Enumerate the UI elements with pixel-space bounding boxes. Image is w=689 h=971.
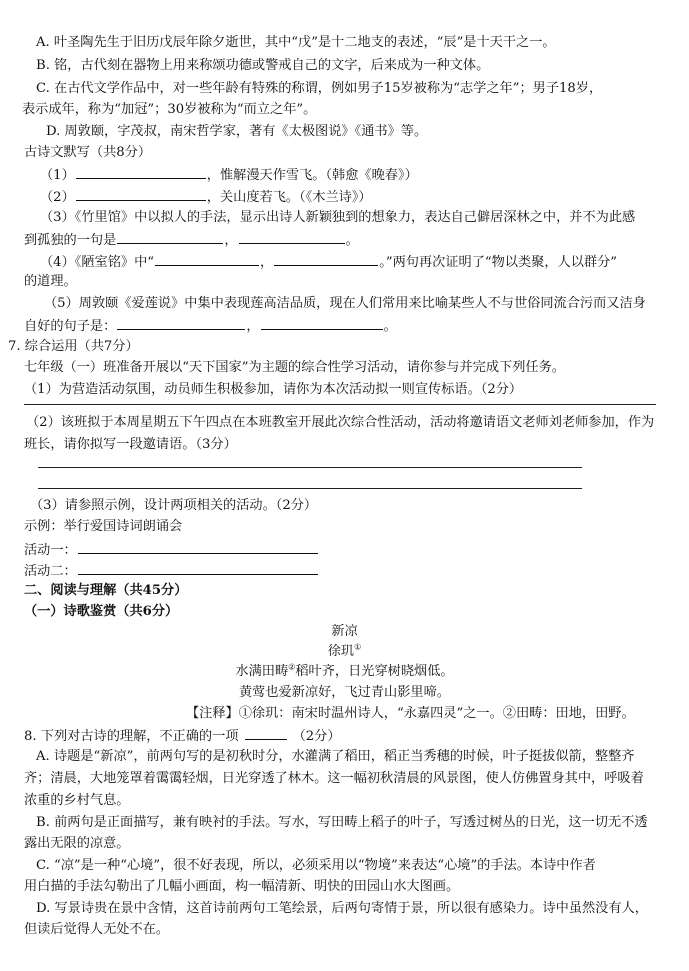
reading-section-title: 二、阅读与理解（共45分）	[24, 583, 188, 598]
poem-line-1-note-mark: ②	[288, 662, 296, 672]
dictation-q4-suffix: 。”两句再次证明了“物以类聚，人以群分”	[379, 255, 618, 270]
poem-notes: 【注释】①徐玑：南宋时温州诗人，“永嘉四灵”之一。②田畴：田地，田野。	[186, 706, 635, 721]
dictation-q1-text: ，惟解漫天作雪飞。（韩愈《晚春》）	[206, 168, 418, 183]
question-7-intro: 七年级（一）班准备开展以“天下国家”为主题的综合性学习活动，请你参与并完成下列任务。	[24, 360, 565, 375]
question-7-2-line1: （2）该班拟于本周星期五下午四点在本班教室开展此次综合性活动，活动将邀请语文老师刘老师参加，作为	[26, 415, 655, 430]
question-8-option-d-line2: 但读后觉得人无处不在。	[24, 922, 170, 937]
activity-one	[0, 539, 689, 559]
dictation-q3-line2	[0, 229, 689, 249]
dictation-q5-blank-2[interactable]	[261, 315, 383, 330]
question-7-title: 7. 综合运用（共7分）	[8, 339, 139, 354]
dictation-q5-comma: ，	[246, 319, 260, 334]
question-7-3-example: 示例：举行爱国诗词朗诵会	[24, 519, 183, 534]
poem-line-2: 黄莺也爱新凉好，飞过青山影里啼。	[239, 685, 450, 700]
activity-two-blank[interactable]	[78, 560, 318, 575]
question-8-stem	[0, 725, 689, 745]
activity-two-label: 活动二：	[24, 564, 77, 579]
poetry-subsection-title: （一）诗歌鉴赏（共6分）	[24, 604, 179, 619]
dictation-q4-blank-2[interactable]	[274, 251, 378, 266]
dictation-q3-period: 。	[345, 233, 359, 248]
dictation-q3-blank-1[interactable]	[117, 229, 223, 244]
dictation-q5-prefix: 自好的句子是：	[24, 319, 117, 334]
dictation-q3-comma: ，	[224, 233, 238, 248]
dictation-q4-line2: 的道理。	[24, 274, 77, 289]
dictation-title: 古诗文默写（共8分）	[24, 145, 152, 160]
option-d: D. 周敦颐，字茂叔，南宋哲学家，著有《太极图说》《通书》等。	[46, 124, 428, 139]
poem-line-1-b: 稻叶齐，日光穿树晓烟低。	[295, 664, 454, 679]
option-c-line1: C. 在古代文学作品中，对一些年龄有特殊的称谓，例如男子15岁被称为“志学之年”；男子18岁，	[36, 81, 603, 96]
dictation-q2-number: （2）	[40, 190, 75, 205]
question-7-1: （1）为营造活动氛围，动员师生积极参加，请你为本次活动拟一则宣传标语。（2分）	[24, 382, 523, 397]
poem-author-note-mark: ①	[354, 642, 362, 652]
dictation-q1	[0, 164, 689, 184]
poem-author-line	[0, 642, 689, 662]
question-8-option-c-line1: C. “凉”是一种“心境”，很不好表现，所以，必须采用以“物境”来表达“心境”的手法。本诗中作者	[36, 858, 596, 873]
answer-line-7-2a[interactable]	[38, 467, 582, 468]
poem-title: 新凉	[331, 624, 358, 639]
question-8-option-b-line2: 露出无限的凉意。	[24, 836, 130, 851]
dictation-q4-prefix: （4）《陋室铭》中“	[40, 255, 155, 270]
dictation-q5-line2	[0, 315, 689, 335]
dictation-q4-line1	[0, 251, 689, 271]
dictation-q5-period: 。	[383, 319, 397, 334]
dictation-q1-number: （1）	[40, 168, 75, 183]
activity-two	[0, 560, 689, 580]
dictation-q3-prefix: 到孤独的一句是	[24, 233, 117, 248]
question-8-score: （2分）	[292, 729, 341, 744]
dictation-q4-comma: ，	[260, 255, 274, 270]
question-8-option-d-line1: D. 写景诗贵在景中含情，这首诗前两句工笔绘景，后两句寄情于景，所以很有感染力。诗中虽然没有人，	[36, 901, 648, 916]
question-8-option-c-line2: 用白描的手法勾勒出了几幅小画面，构一幅清新、明快的田园山水大图画。	[24, 879, 460, 894]
poem-author: 徐玑	[327, 644, 355, 659]
poem-line-1-a: 水满田畴	[235, 664, 289, 679]
dictation-q3-blank-2[interactable]	[239, 229, 345, 244]
option-b: B. 铭，古代刻在器物上用来称颂功德或警戒自己的文字，后来成为一种文体。	[36, 58, 490, 73]
question-7-3: （3）请参照示例，设计两项相关的活动。（2分）	[30, 498, 318, 513]
question-8-option-a-line1: A. 诗题是“新凉”，前两句写的是初秋时分，水灌满了稻田，稻正当秀穗的时候，叶子挺拔似箭，整整齐	[36, 749, 635, 764]
dictation-q2-text: ，关山度若飞。（《木兰诗》）	[206, 190, 372, 205]
question-8-answer-blank[interactable]	[245, 725, 287, 740]
activity-one-blank[interactable]	[78, 539, 318, 554]
option-c-line2: 表示成年，称为“加冠”；30岁被称为“而立之年”。	[22, 102, 317, 117]
question-8-option-a-line3: 浓重的乡村气息。	[24, 793, 130, 808]
poem-line-1	[0, 662, 689, 682]
question-8-option-a-line2: 齐；清晨，大地笼罩着霭霭轻烟，日光穿透了林木。这一幅初秋清晨的风景图，使人仿佛置身其中，呼吸着	[24, 771, 644, 786]
dictation-q5-line1: （5）周敦颐《爱莲说》中集中表现莲高洁品质，现在人们常用来比喻某些人不与世俗同流合污而又洁身	[44, 296, 646, 311]
question-8-option-b-line1: B. 前两句是正面描写，兼有映衬的手法。写水，写田畴上稻子的叶子，写透过树丛的日光，这一切无不透	[36, 815, 648, 830]
dictation-q4-blank-1[interactable]	[155, 251, 259, 266]
dictation-q5-blank-1[interactable]	[117, 315, 245, 330]
dictation-q1-blank[interactable]	[76, 164, 206, 179]
dictation-q2-blank[interactable]	[76, 186, 206, 201]
dictation-q2	[0, 186, 689, 206]
dictation-q3-line1: （3）《竹里馆》中以拟人的手法，显示出诗人新颖独到的想象力，表达自己僻居深林之中，并不为此感	[40, 210, 636, 225]
question-7-2-line2: 班长，请你拟写一段邀请语。（3分）	[24, 437, 237, 452]
answer-line-7-2b[interactable]	[38, 488, 582, 489]
activity-one-label: 活动一：	[24, 543, 77, 558]
question-8-stem-text: 8. 下列对古诗的理解，不正确的一项	[24, 729, 239, 744]
option-a: A. 叶圣陶先生于旧历戊辰年除夕逝世，其中“戊”是十二地支的表述，“辰”是十天干之一。	[36, 35, 556, 50]
answer-line-7-1[interactable]	[24, 404, 656, 405]
